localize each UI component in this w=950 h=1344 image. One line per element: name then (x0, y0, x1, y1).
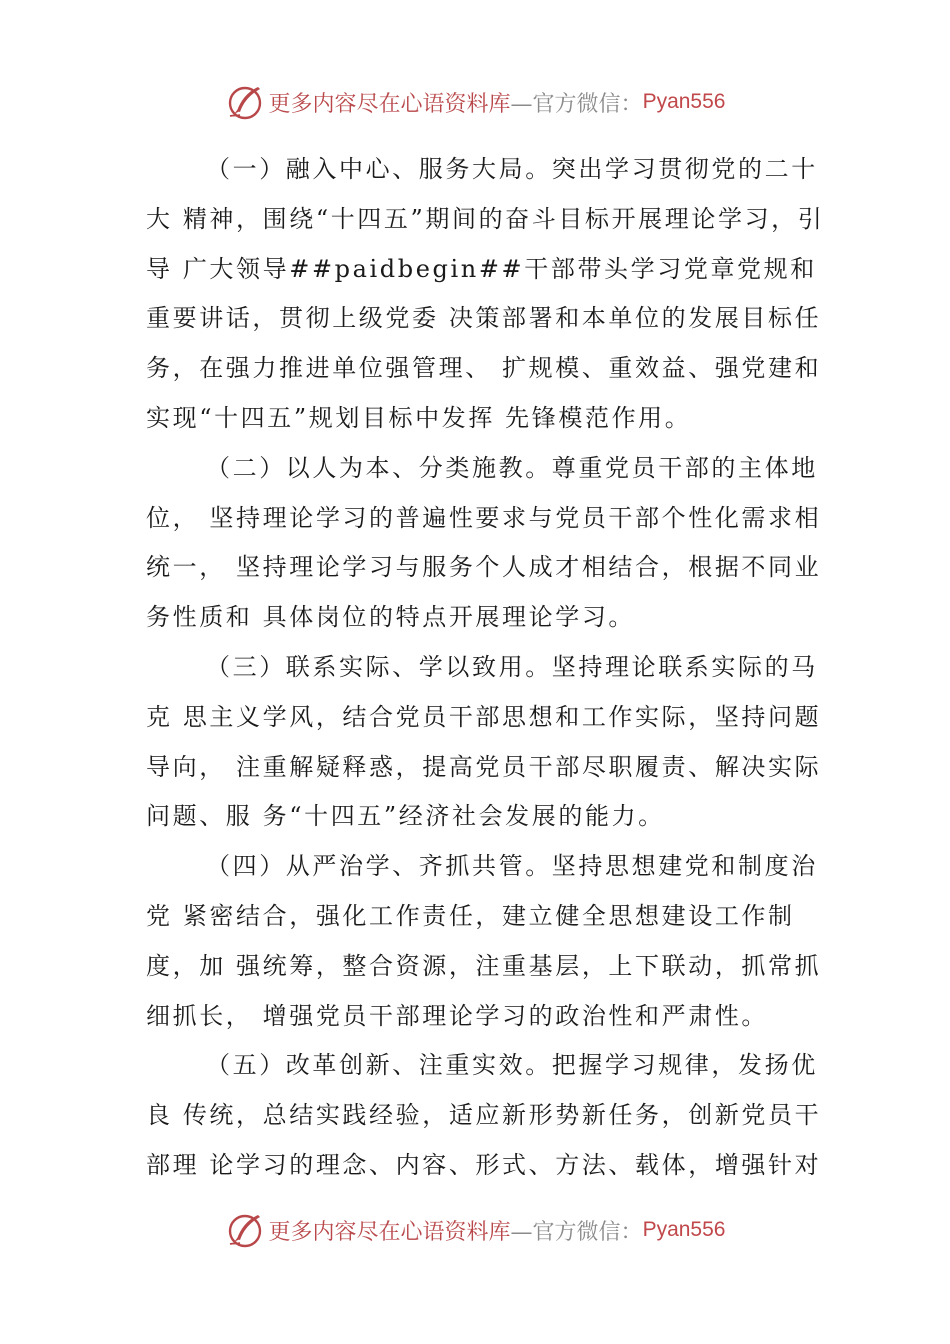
footer-watermark (0, 1208, 950, 1252)
watermark-wechat-account: Pyan556 (642, 1218, 726, 1241)
watermark-site-name: 更多内容尽在心语资料库 (268, 91, 511, 117)
paragraph-1: （一）融入中心、服务大局。突出学习贯彻党的二十大 精神，围绕“十四五”期间的奋斗目标开展理论学习，引导 广大领导##paidbegin##干部带头学习党章党规和重要讲话，贯彻上级党委 决策部署和本单位的发展目标任务，在强力推进单位强管理、 扩规模、重效益、强党建和实现“十四五”规划目标中发挥 先锋模范作用。 (146, 155, 825, 432)
watermark-wechat-account: Pyan556 (642, 90, 726, 113)
paragraph-3: （三）联系实际、学以致用。坚持理论联系实际的马克 思主义学风，结合党员干部思想和工作实际，坚持问题导向， 注重解疑释惑，提高党员干部尽职履责、解决实际问题、服 务“十四五”经济社会发展的能力。 (146, 652, 822, 831)
header-watermark (0, 80, 950, 124)
watermark-site-name: 更多内容尽在心语资料库 (268, 1219, 511, 1245)
watermark-wechat-label: —官方微信： (510, 1219, 643, 1245)
quill-pen-logo-icon (225, 82, 265, 122)
document-body (146, 145, 826, 1191)
quill-pen-logo-icon (225, 1210, 265, 1250)
paragraph-5: （五）改革创新、注重实效。把握学习规律，发扬优良 传统，总结实践经验，适应新形势新任务，创新党员干部理 论学习的理念、内容、形式、方法、载体，增强针对 (146, 1051, 822, 1179)
watermark-wechat-label: —官方微信： (510, 91, 643, 117)
paragraph-2: （二）以人为本、分类施教。尊重党员干部的主体地位， 坚持理论学习的普遍性要求与党员干部个性化需求相统一， 坚持理论学习与服务个人成才相结合，根据不同业务性质和 具体岗位的特点开展理论学习。 (146, 453, 822, 632)
paragraph-4: （四）从严治学、齐抓共管。坚持思想建党和制度治党 紧密结合，强化工作责任，建立健全思想建设工作制度，加 强统筹，整合资源，注重基层，上下联动，抓常抓细抓长， 增强党员干部理论学习的政治性和严肃性。 (146, 852, 822, 1030)
